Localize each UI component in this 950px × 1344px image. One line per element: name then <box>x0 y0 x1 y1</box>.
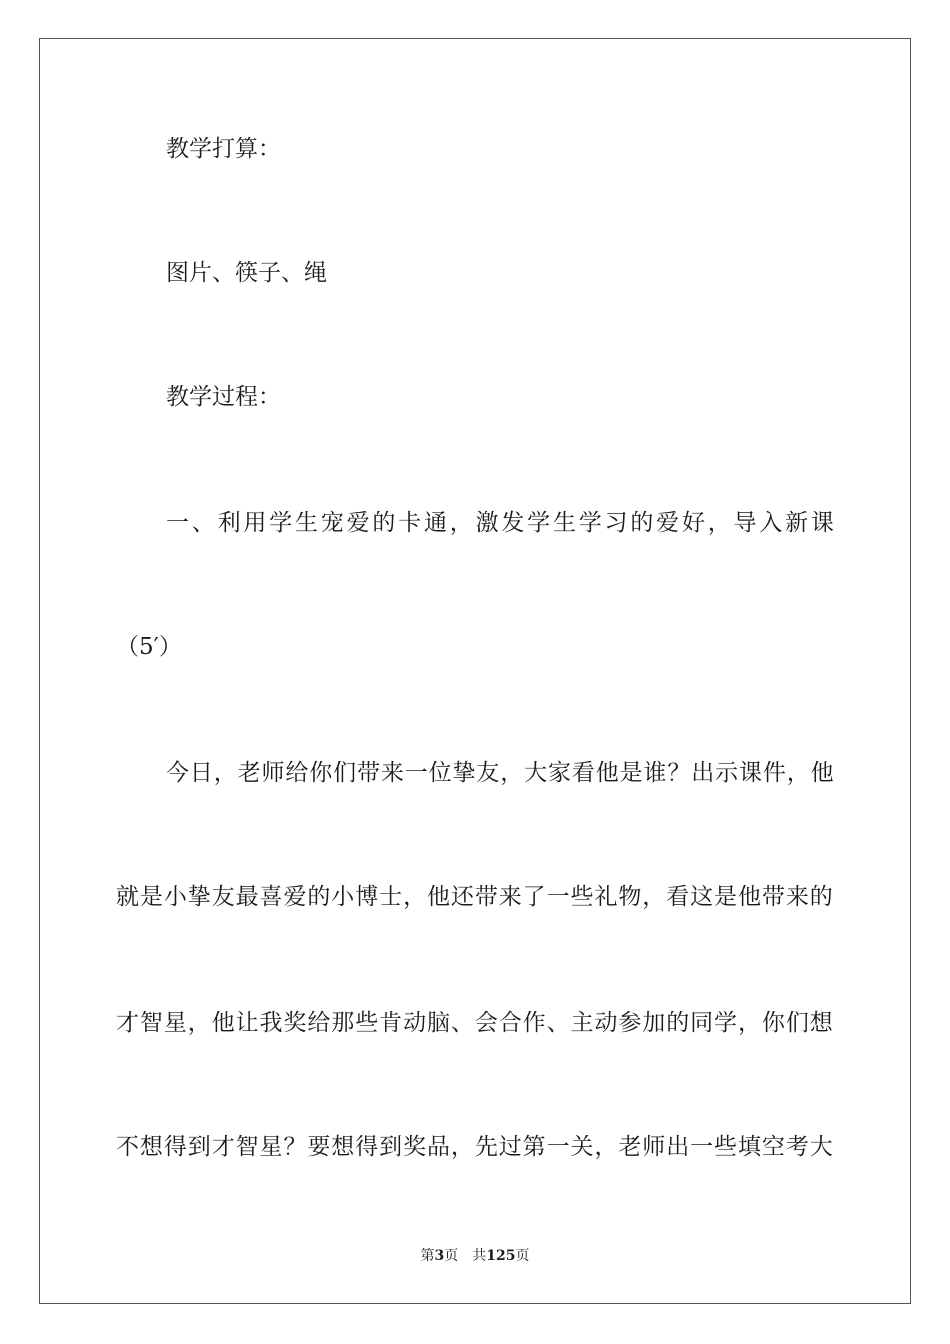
text-line-1: 教学打算： <box>166 136 281 162</box>
footer-page-suffix: 页 <box>444 1248 459 1264</box>
text-line-8: 才 智 星 ， 他 让 我 奖 给 那 些 肯 动 脑 、 会 合 作 、 主 动 参 加 的 同 学 ， 你 们 想 <box>116 1010 833 1036</box>
text-line-9: 不 想 得 到 才 智 星 ？ 要 想 得 到 奖 品 ， 先 过 第 一 关 ， 老 师 出 一 些 填 空 考 大 <box>116 1134 833 1160</box>
text-line-5: （5′） <box>116 634 182 660</box>
footer-page-number: 3 <box>434 1248 445 1264</box>
page-footer <box>0 1246 950 1266</box>
page-border <box>39 38 911 1304</box>
text-line-7: 就 是 小 挚 友 最 喜 爱 的 小 博 士 ， 他 还 带 来 了 一 些 礼 物 ， 看 这 是 他 带 来 的 <box>116 884 833 910</box>
text-line-3: 教学过程： <box>166 384 281 410</box>
text-line-6: 今 日 ， 老 师 给 你 们 带 来 一 位 挚 友 ， 大 家 看 他 是 谁 ？ 出 示 课 件 ， 他 <box>166 760 834 786</box>
footer-total-prefix: 共 <box>472 1248 487 1264</box>
text-line-4: 一 、 利 用 学 生 宠 爱 的 卡 通 ， 激 发 学 生 学 习 的 爱 好 ， 导 入 新 课 <box>166 510 834 536</box>
text-line-2: 图片、筷子、绳 <box>166 260 327 286</box>
footer-total-pages: 125 <box>486 1248 516 1264</box>
footer-total-suffix: 页 <box>515 1248 530 1264</box>
footer-page-prefix: 第 <box>420 1248 435 1264</box>
